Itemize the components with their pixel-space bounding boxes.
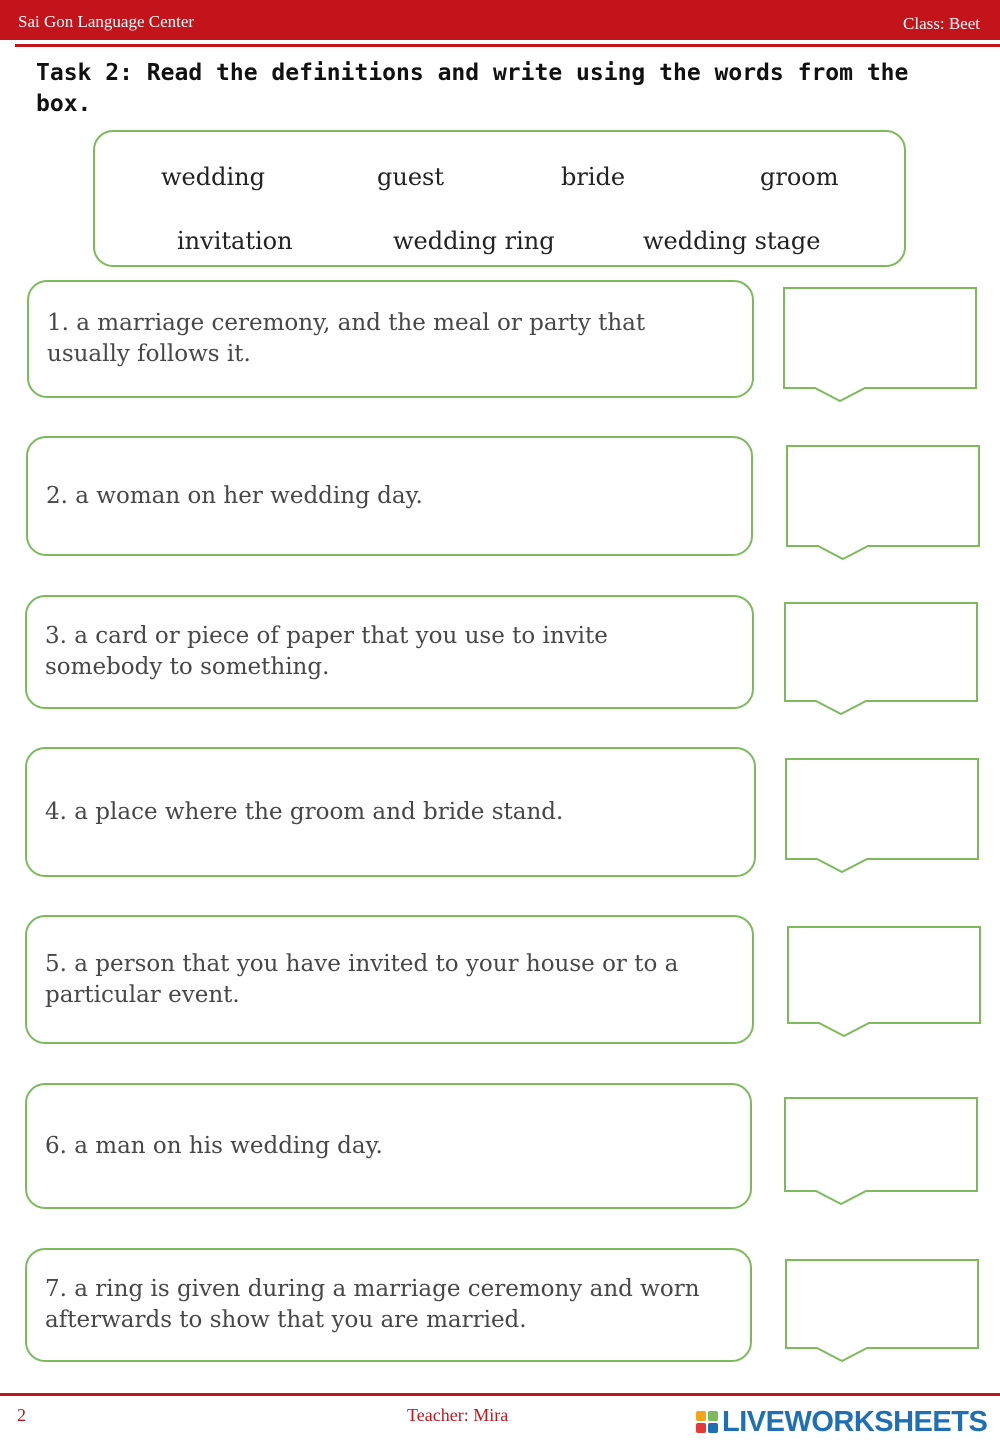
word-option: bride (561, 163, 626, 191)
center-name: Sai Gon Language Center (18, 12, 195, 31)
teacher-name: Teacher: Mira (407, 1405, 509, 1425)
answer-box-4[interactable] (785, 758, 979, 874)
definition-text: 1. a marriage ceremony, and the meal or party that usually follows it. (47, 310, 646, 367)
definition-text: 4. a place where the groom and bride stand. (45, 798, 564, 825)
word-option: invitation (177, 227, 293, 255)
word-option: wedding ring (393, 227, 555, 255)
definition-text: 7. a ring is given during a marriage ceremony and worn afterwards to show that you are married. (45, 1276, 700, 1333)
definition-text: 6. a man on his wedding day. (45, 1132, 383, 1159)
page-number: 2 (17, 1405, 26, 1425)
definition-4 (25, 747, 756, 877)
word-option: guest (377, 163, 444, 191)
header-divider (15, 44, 1000, 47)
definition-2 (26, 436, 753, 556)
header-bar (0, 0, 1000, 40)
liveworksheets-logo-icon (696, 1411, 718, 1433)
definition-7 (25, 1248, 752, 1362)
brand-name: LIVEWORKSHEETS (722, 1405, 988, 1438)
answer-box-5[interactable] (787, 926, 981, 1038)
definition-5 (25, 915, 754, 1044)
answer-box-1[interactable] (783, 287, 977, 403)
definition-3 (25, 595, 754, 709)
definition-text: 2. a woman on her wedding day. (46, 482, 423, 509)
word-option: wedding stage (643, 227, 821, 255)
definition-1 (27, 280, 754, 398)
task-title: Task 2: Read the definitions and write using the words from the box. (36, 60, 909, 117)
answer-box-3[interactable] (784, 602, 978, 718)
word-box (93, 130, 906, 267)
definition-text: 3. a card or piece of paper that you use to invite somebody to something. (45, 623, 608, 680)
answer-box-2[interactable] (786, 445, 980, 561)
footer-divider (0, 1393, 1000, 1396)
word-option: groom (760, 163, 839, 191)
answer-box-6[interactable] (784, 1097, 978, 1207)
liveworksheets-logo[interactable] (696, 1406, 987, 1438)
definition-6 (25, 1083, 752, 1209)
answer-box-7[interactable] (785, 1259, 979, 1363)
definition-text: 5. a person that you have invited to your house or to a particular event. (45, 950, 679, 1008)
class-label: Class: Beet (903, 14, 980, 33)
word-option: wedding (161, 163, 265, 191)
